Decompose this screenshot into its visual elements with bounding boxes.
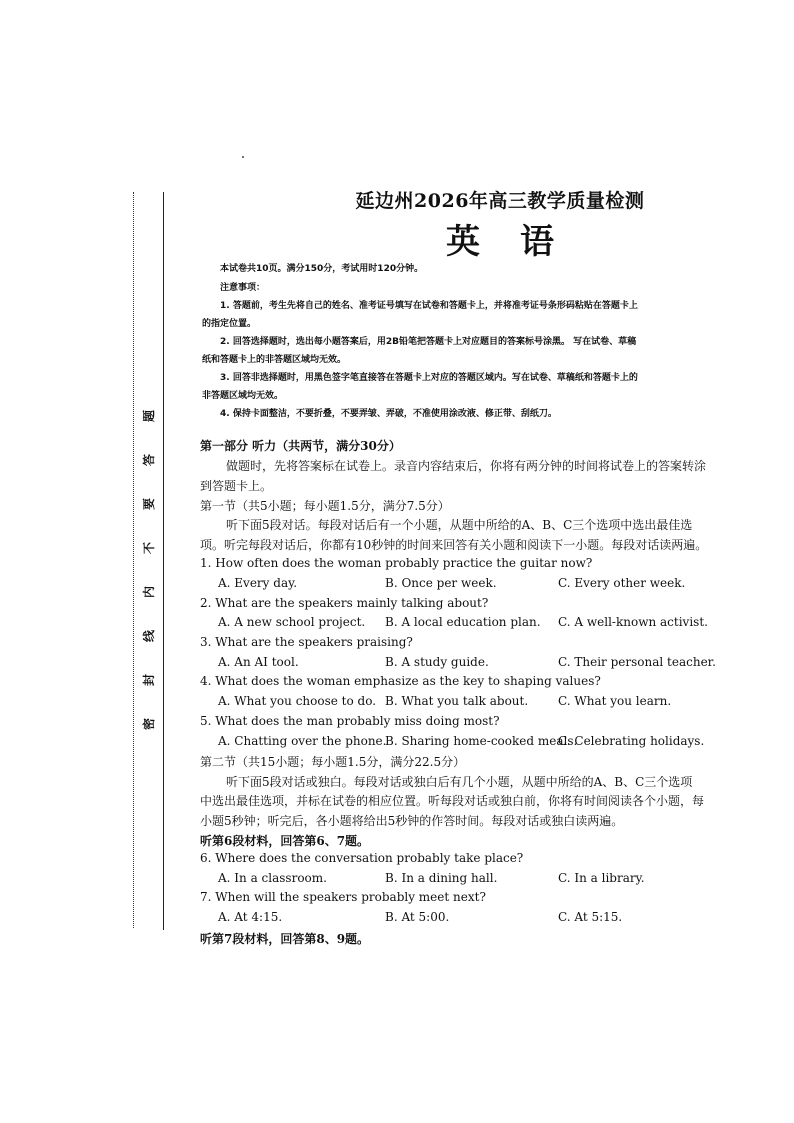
q6-option-a: A. In a classroom. bbox=[218, 871, 327, 885]
q4-option-a: A. What you choose to do. bbox=[218, 694, 377, 708]
notice-item-4: 4. 保持卡面整洁，不要折叠，不要弄皱、弄破，不准使用涂改液、修正带、刮纸刀。 bbox=[220, 409, 557, 419]
q7-option-c: C. At 5:15. bbox=[558, 910, 623, 924]
q3-option-a: A. An AI tool. bbox=[218, 655, 299, 669]
question-1: 1. How often does the woman probably practice the guitar now? bbox=[200, 556, 593, 570]
q6-option-b: B. In a dining hall. bbox=[385, 871, 498, 885]
part1-intro-cont: 到答题卡上。 bbox=[200, 479, 273, 493]
seal-char: 不 bbox=[141, 541, 156, 555]
q1-option-a: A. Every day. bbox=[218, 576, 298, 590]
part1-intro: 做题时，先将答案标在试卷上。录音内容结束后，你将有两分钟的时间将试卷上的答案转涂 bbox=[226, 459, 707, 473]
question-2: 2. What are the speakers mainly talking about? bbox=[200, 596, 489, 610]
seal-char: 线 bbox=[141, 629, 156, 643]
question-4: 4. What does the woman emphasize as the key to shaping values? bbox=[200, 674, 601, 688]
question-7: 7. When will the speakers probably meet next? bbox=[200, 890, 486, 904]
seal-char: 内 bbox=[141, 585, 156, 599]
seal-char: 封 bbox=[141, 673, 156, 687]
seal-char: 答 bbox=[141, 453, 156, 467]
q7-option-b: B. At 5:00. bbox=[385, 910, 450, 924]
scan-speck bbox=[242, 156, 244, 158]
section1-intro: 听下面5段对话。每段对话后有一个小题，从题中所给的A、B、C三个选项中选出最佳选 bbox=[226, 518, 693, 532]
notice-item-2: 2. 回答选择题时，选出每小题答案后，用2B铅笔把答题卡上对应题目的答案标号涂黑。 写在试卷、草稿 bbox=[220, 337, 637, 347]
section2-intro: 听下面5段对话或独白。每段对话或独白后有几个小题，从题中所给的A、B、C三个选项 bbox=[226, 775, 693, 789]
q2-option-b: B. A local education plan. bbox=[385, 615, 541, 629]
section2-heading: 第二节（共15小题；每小题1.5分，满分22.5分） bbox=[200, 755, 466, 769]
q4-option-c: C. What you learn. bbox=[558, 694, 672, 708]
q1-option-c: C. Every other week. bbox=[558, 576, 686, 590]
notice-item-1: 1. 答题前，考生先将自己的姓名、准考证号填写在试卷和答题卡上，并将准考证号条形码粘贴在答题卡上 bbox=[220, 301, 638, 311]
seal-char: 密 bbox=[141, 717, 156, 731]
section1-intro-cont: 项。听完每段对话后，你都有10秒钟的时间来回答有关小题和阅读下一小题。每段对话读两遍。 bbox=[200, 538, 708, 552]
q5-option-b: B. Sharing home-cooked meals. bbox=[385, 734, 578, 748]
q2-option-a: A. A new school project. bbox=[218, 615, 366, 629]
q4-option-b: B. What you talk about. bbox=[385, 694, 529, 708]
q5-option-c: C. Celebrating holidays. bbox=[558, 734, 705, 748]
part1-heading: 第一部分 听力（共两节，满分30分） bbox=[200, 439, 401, 453]
q1-option-b: B. Once per week. bbox=[385, 576, 497, 590]
section1-heading: 第一节（共5小题；每小题1.5分，满分7.5分） bbox=[200, 499, 450, 513]
q2-option-c: C. A well-known activist. bbox=[558, 615, 708, 629]
exam-summary: 本试卷共10页。满分150分，考试用时120分钟。 bbox=[220, 264, 424, 274]
section2-intro-cont-2: 小题5秒钟；听完后，各小题将给出5秒钟的作答时间。每段对话或独白读两遍。 bbox=[200, 814, 624, 828]
question-5: 5. What does the man probably miss doing most? bbox=[200, 714, 500, 728]
notice-item-2-cont: 纸和答题卡上的非答题区域均无效。 bbox=[202, 355, 347, 365]
q6-option-c: C. In a library. bbox=[558, 871, 645, 885]
question-6: 6. Where does the conversation probably take place? bbox=[200, 851, 524, 865]
q3-option-c: C. Their personal teacher. bbox=[558, 655, 716, 669]
q5-option-a: A. Chatting over the phone. bbox=[218, 734, 387, 748]
seal-char: 要 bbox=[141, 497, 156, 511]
subject-title: 英语 bbox=[446, 222, 594, 262]
q7-option-a: A. At 4:15. bbox=[218, 910, 283, 924]
exam-title: 延边州2026年高三教学质量检测 bbox=[355, 190, 645, 212]
seal-char: 题 bbox=[141, 409, 156, 423]
material-6-heading: 听第6段材料，回答第6、7题。 bbox=[200, 834, 370, 848]
binding-solid-line bbox=[163, 192, 164, 930]
notice-item-1-cont: 的指定位置。 bbox=[202, 319, 257, 329]
notice-item-3: 3. 回答非选择题时，用黑色签字笔直接答在答题卡上对应的答题区域内。写在试卷、草稿纸和答题卡上的 bbox=[220, 373, 638, 383]
section2-intro-cont-1: 中选出最佳选项，并标在试卷的相应位置。听每段对话或独白前，你将有时间阅读各个小题，每 bbox=[200, 794, 705, 808]
notice-item-3-cont: 非答题区域均无效。 bbox=[202, 391, 284, 401]
binding-dotted-line bbox=[133, 192, 134, 928]
q3-option-b: B. A study guide. bbox=[385, 655, 489, 669]
notice-title: 注意事项： bbox=[220, 283, 266, 293]
material-7-heading: 听第7段材料，回答第8、9题。 bbox=[200, 932, 370, 946]
margin-seal-text bbox=[140, 410, 158, 730]
question-3: 3. What are the speakers praising? bbox=[200, 635, 413, 649]
